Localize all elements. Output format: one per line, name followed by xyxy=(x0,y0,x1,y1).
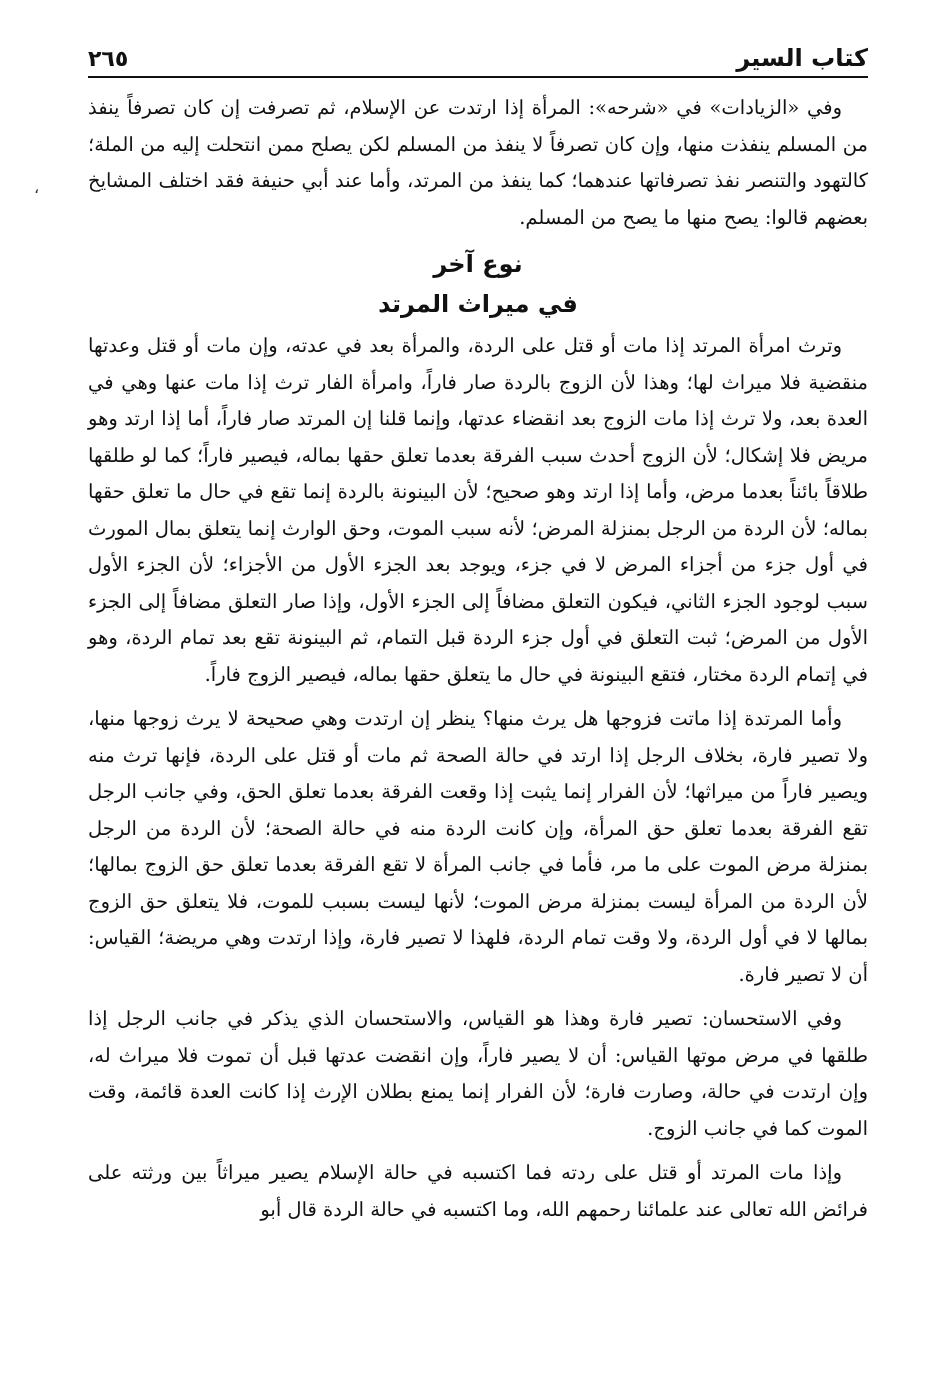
margin-mark: ، xyxy=(34,178,40,197)
running-header xyxy=(88,28,868,78)
paragraph-zyadat: وفي «الزيادات» في «شرحه»: المرأة إذا ارتدت عن الإسلام، ثم تصرفت إن كان تصرفاً ينفذ من المسلم ينفذت منها، وإن كان تصرفاً لا ينفذ من المسلم لكن يصلح ممن انتحلت إليه من الملة؛ كالتهود والتنصر نفذ تصرفاتها عندهما؛ كما ينفذ من المرتد، وأما عند أبي حنيفة فقد اختلف المشايخ بعضهم قالوا: يصح منها ما يصح من المسلم. xyxy=(88,96,868,229)
paragraph-wife-inherits: وترث امرأة المرتد إذا مات أو قتل على الردة، والمرأة بعد في عدته، وإن مات أو قتل وعدتها منقضية فلا ميراث لها؛ وهذا لأن الزوج بالردة صار فاراً، وامرأة الفار ترث إذا مات عنها وهي في العدة بعد، ولا ترث إذا مات الزوج بعد انقضاء عدتها، وإنما قلنا إن المرتد صار فاراً، أما إذا ارتد وهو مريض فلا إشكال؛ لأن الزوج أحدث سبب الفرقة بعدما تعلق حقها بماله، فيصير فاراً؛ كما لو طلقها طلاقاً بائناً بعدما مرض، وأما إذا ارتد وهو صحيح؛ لأن البينونة بالردة إنما تقع في حال ما تعلق حقها بماله؛ لأن الردة من الرجل بمنزلة المرض؛ لأنه سبب الموت، وحق الوارث إنما يتعلق بمال المورث في أول جزء من أجزاء المرض لا في جزء، ويوجد بعد الجزء الأول من الأجزاء؛ لأن الجزء الأول سبب لوجود الجزء الثاني، فيكون التعلق مضافاً إلى الجزء الأول، وإذا صار التعلق مضافاً إلى الجزء الأول من المرض؛ ثبت التعلق في أول جزء الردة قبل التمام، ثم البينونة تقع بعد تمام الردة، وهو في إتمام الردة مختار، فتقع البينونة في حال ما يتعلق حقها بماله، فيصير الزوج فاراً. xyxy=(88,334,868,686)
paragraph-estate-division: وإذا مات المرتد أو قتل على ردته فما اكتسبه في حالة الإسلام يصير ميراثاً بين ورثته على فرائض الله تعالى عند علمائنا رحمهم الله، وما اكتسبه في حالة الردة قال أبو xyxy=(88,1161,868,1221)
book-page xyxy=(88,28,868,1236)
header-title: كتاب السير xyxy=(736,44,868,72)
section-heading-line1: نوع آخر xyxy=(433,250,523,278)
paragraph-istihsan: وفي الاستحسان: تصير فارة وهذا هو القياس، والاستحسان الذي يذكر في جانب الرجل إذا طلقها في مرض موتها القياس: أن لا يصير فاراً، وإن انقضت عدتها قبل أن تموت فلا ميراث له، وإن ارتدت في حالة، وصارت فارة؛ لأن الفرار إنما يمنع بطلان الإرث إذا كانت العدة قائمة، وقت الموت كما في جانب الزوج. xyxy=(88,1007,868,1140)
page-number: ٢٦٥ xyxy=(88,47,129,72)
paragraph-apostate-woman: وأما المرتدة إذا ماتت فزوجها هل يرث منها؟ ينظر إن ارتدت وهي صحيحة لا يرث زوجها منها، ولا تصير فارة، بخلاف الرجل إذا ارتد في حالة الصحة ثم مات أو قتل على الردة، فإنها ترث منه ويصير فاراً من ميراثها؛ لأن الفرار إنما يثبت إذا وقعت الفرقة بعدما تعلق الحق، وفي جانب الرجل تقع الفرقة بعدما تعلق حق المرأة، وإن كانت الردة منه في حالة الصحة؛ لأن الردة من الرجل بمنزلة مرض الموت على ما مر، فأما في جانب المرأة لا تقع الفرقة بعدما تعلق حق الزوج بمالها؛ لأن الردة من المرأة ليست بمنزلة مرض الموت؛ لأنها ليست بسبب للموت، فلا يتعلق حق الزوج بمالها لا في أول الردة، ولا وقت تمام الردة، فلهذا لا تصير فارة، وإذا ارتدت وهي مريضة؛ القياس: أن لا تصير فارة. xyxy=(88,707,868,986)
section-heading xyxy=(88,244,868,324)
section-heading-line2: في ميراث المرتد xyxy=(378,290,578,318)
